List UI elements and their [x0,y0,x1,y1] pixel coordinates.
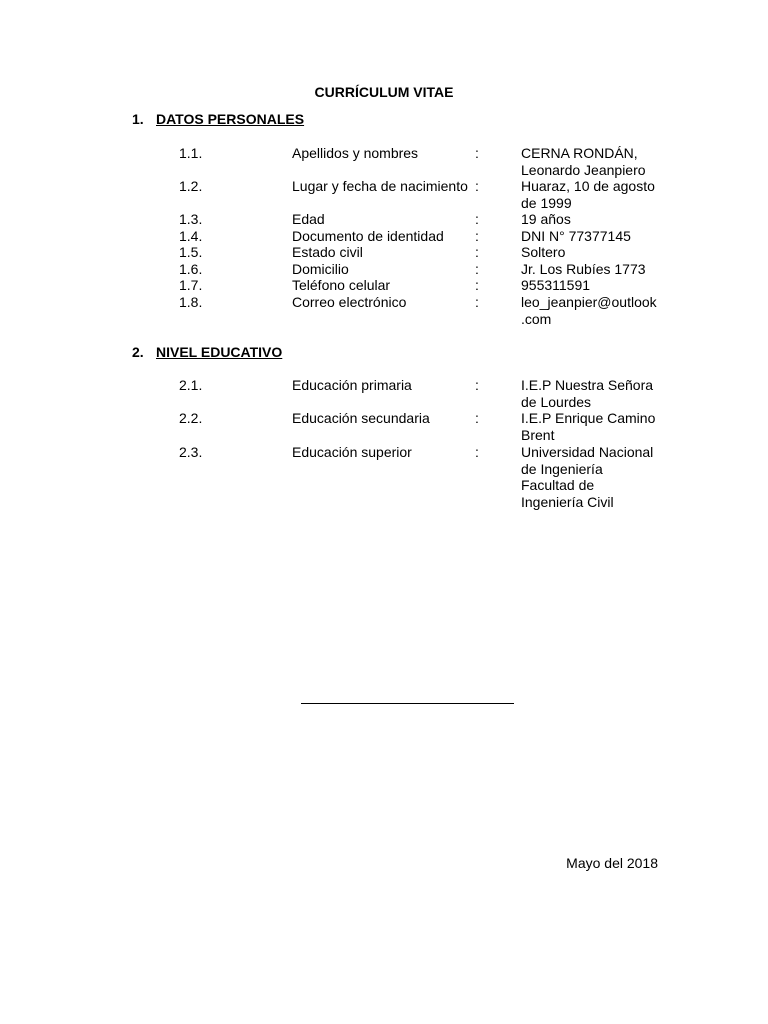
field-label: Lugar y fecha de nacimiento [292,178,468,194]
row-number: 2.1. [179,377,203,393]
row-number: 1.6. [179,261,203,277]
field-colon: : [475,294,479,310]
footer-date: Mayo del 2018 [566,855,658,871]
field-colon: : [475,145,479,161]
field-colon: : [475,410,479,426]
field-value: 19 años [521,211,571,227]
field-colon: : [475,211,479,227]
field-value: DNI N° 77377145 [521,228,631,244]
row-number: 1.8. [179,294,203,310]
section-number: 1. [132,111,144,127]
field-colon: : [475,261,479,277]
field-value: Jr. Los Rubíes 1773 [521,261,646,277]
row-number: 1.2. [179,178,203,194]
field-label: Estado civil [292,244,363,260]
row-number: 2.3. [179,444,203,460]
field-label: Apellidos y nombres [292,145,419,161]
section-title: DATOS PERSONALES [156,111,305,127]
field-colon: : [475,277,479,293]
field-value: Huaraz, 10 de agosto de 1999 [521,178,655,211]
field-colon: : [475,228,479,244]
section-heading-datos-personales [132,111,304,128]
row-number: 1.1. [179,145,203,161]
field-value: I.E.P Nuestra Señora de Lourdes [521,377,654,410]
row-number: 2.2. [179,410,203,426]
field-colon: : [475,377,479,393]
row-number: 1.7. [179,277,203,293]
field-value: I.E.P Enrique Camino Brent [521,410,656,443]
field-label: Domicilio [292,261,349,277]
field-value: Soltero [521,244,566,260]
signature-line [301,703,514,704]
section-title: NIVEL EDUCATIVO [156,344,283,360]
field-colon: : [475,178,479,194]
row-number: 1.4. [179,228,203,244]
field-value: Universidad Nacional de Ingeniería Facultad de Ingeniería Civil [521,444,654,510]
field-label: Educación superior [292,444,412,460]
field-value: CERNA RONDÁN, Leonardo Jeanpiero [521,145,646,178]
field-value: leo_jeanpier@outlook .com [521,294,657,327]
field-label: Edad [292,211,325,227]
field-label: Correo electrónico [292,294,407,310]
field-colon: : [475,244,479,260]
field-colon: : [475,444,479,460]
document-title: CURRÍCULUM VITAE [314,84,454,100]
section-number: 2. [132,344,144,360]
field-label: Educación secundaria [292,410,430,426]
field-label: Educación primaria [292,377,412,393]
field-label: Documento de identidad [292,228,444,244]
row-number: 1.3. [179,211,203,227]
field-label: Teléfono celular [292,277,391,293]
row-number: 1.5. [179,244,203,260]
section-heading-nivel-educativo [132,344,282,361]
field-value: 955311591 [521,277,591,293]
